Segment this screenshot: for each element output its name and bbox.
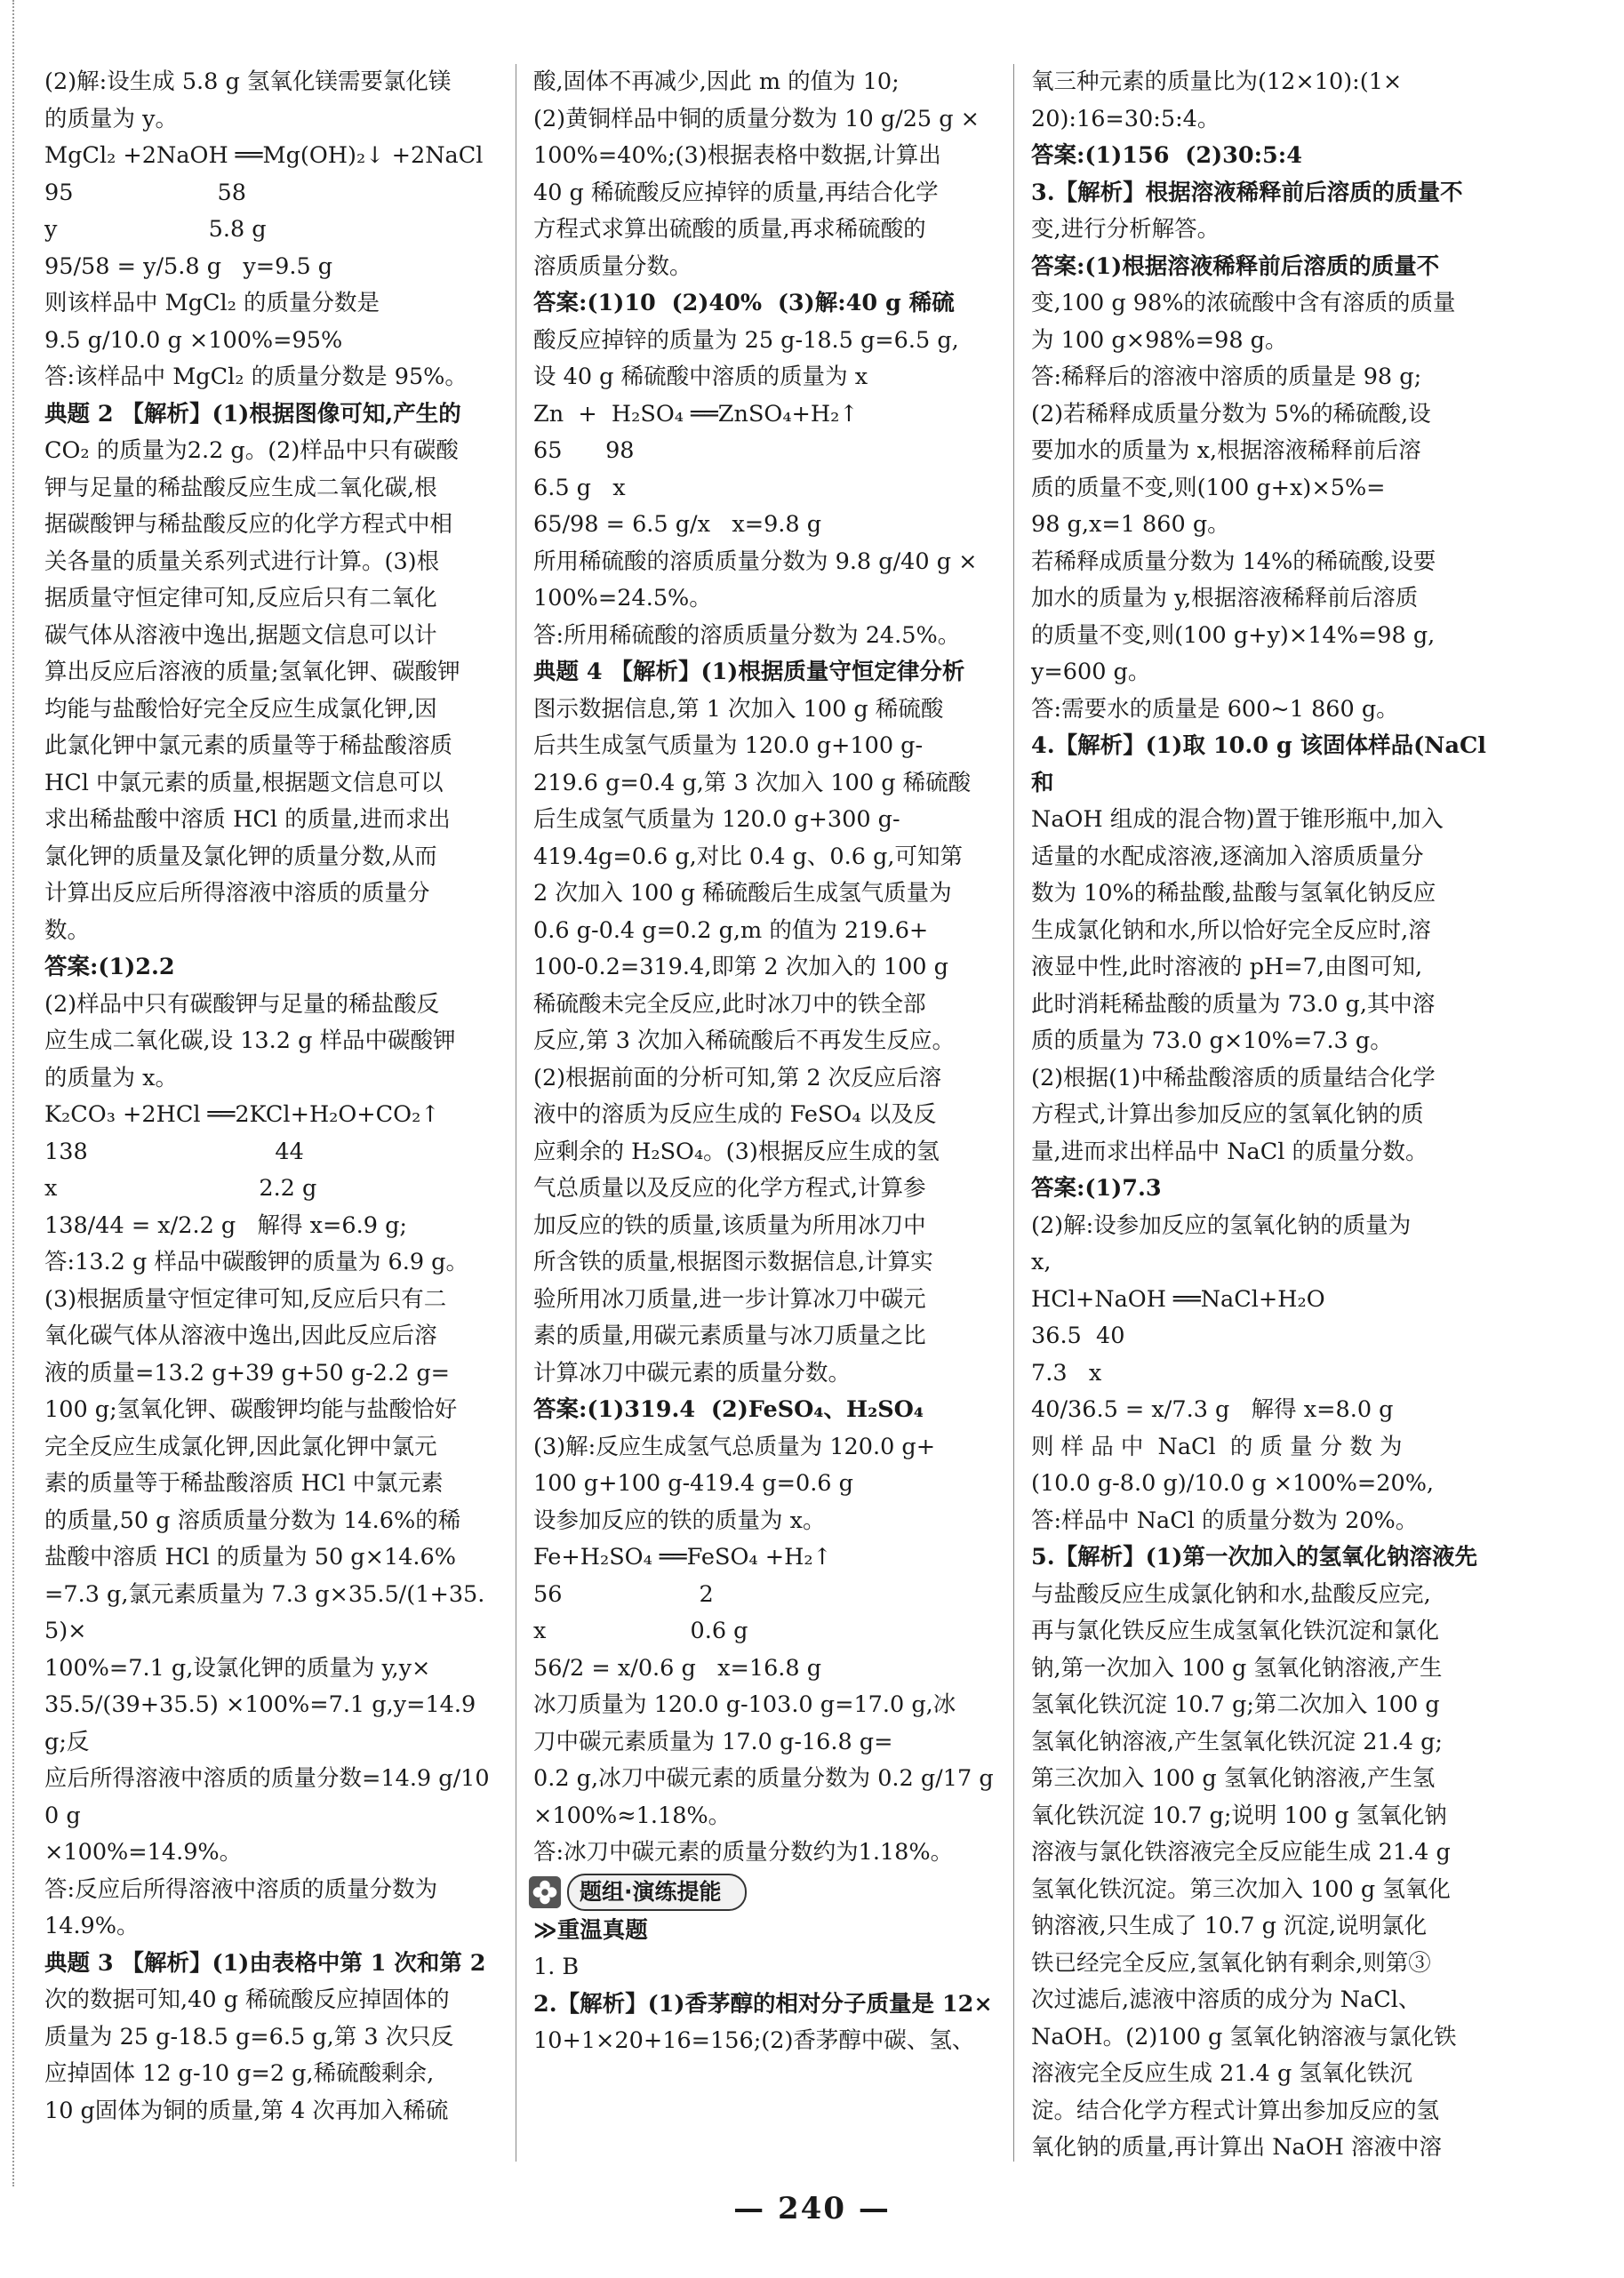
text-line: 的质量,50 g 溶质质量分数为 14.6%的稀 xyxy=(44,1507,461,1534)
text-line: 验所用冰刀质量,进一步计算冰刀中碳元 xyxy=(533,1285,926,1313)
column-right xyxy=(1031,64,1502,2167)
text-line: 答:需要水的质量是 600~1 860 g。 xyxy=(1031,695,1399,723)
text-line: 要加水的质量为 x,根据溶液稀释前后溶 xyxy=(1031,437,1421,464)
page-number: — 240 — xyxy=(733,2191,891,2226)
text-line: x, xyxy=(1031,1249,1052,1275)
text-line: HCl 中氯元素的质量,根据题文信息可以 xyxy=(44,769,444,796)
text-line: ≫重温真题 xyxy=(533,1916,648,1944)
text-line: 氢氧化铁沉淀 10.7 g;第二次加入 100 g xyxy=(1031,1691,1440,1718)
text-line: 钠溶液,只生成了 10.7 g 沉淀,说明氯化 xyxy=(1031,1913,1428,1939)
text-line: 液显中性,此时溶液的 pH=7,由图可知, xyxy=(1031,954,1423,980)
text-line: 液中的溶质为反应生成的 FeSO₄ 以及反 xyxy=(533,1101,937,1128)
text-line: 氧化钠的质量,再计算出 NaOH 溶液中溶 xyxy=(1031,2134,1442,2161)
text-line: 钠,第一次加入 100 g 氢氧化钠溶液,产生 xyxy=(1031,1654,1443,1682)
text-line: (3)解:反应生成氢气总质量为 120.0 g+ xyxy=(533,1433,936,1460)
text-line: x 2.2 g xyxy=(44,1175,317,1202)
text-line: 100%=40%;(3)根据表格中数据,计算出 xyxy=(533,142,941,169)
text-line: 液的质量=13.2 g+39 g+50 g-2.2 g= xyxy=(44,1359,451,1387)
text-line: Fe+H₂SO₄ ══FeSO₄ +H₂↑ xyxy=(533,1544,832,1571)
text-line: (2)黄铜样品中铜的质量分数为 10 g/25 g × xyxy=(533,105,980,132)
text-line: 答:13.2 g 样品中碳酸钾的质量为 6.9 g。 xyxy=(44,1249,468,1275)
text-line: 答:冰刀中碳元素的质量分数约为1.18%。 xyxy=(533,1839,954,1866)
text-line: 98 g,x=1 860 g。 xyxy=(1031,511,1230,538)
binding-edge xyxy=(0,0,14,2186)
text-line: 3.【解析】根据溶液稀释前后溶质的质量不 xyxy=(1031,179,1463,206)
text-line: 气总质量以及反应的化学方程式,计算参 xyxy=(533,1175,926,1202)
text-line: 9.5 g/10.0 g ×100%=95% xyxy=(44,326,343,354)
text-line: 此时消耗稀盐酸的质量为 73.0 g,其中溶 xyxy=(1031,990,1436,1018)
text-line: 答案:(1)319.4 (2)FeSO₄、H₂SO₄ xyxy=(533,1396,924,1423)
text-line: 盐酸中溶质 HCl 的质量为 50 g×14.6% xyxy=(44,1544,456,1571)
text-line: 答案:(1)10 (2)40% (3)解:40 g 稀硫 xyxy=(533,290,955,316)
text-line: 100 g+100 g-419.4 g=0.6 g xyxy=(533,1470,853,1497)
text-line: 后生成氢气质量为 120.0 g+300 g- xyxy=(533,806,900,833)
text-line: 应后所得溶液中溶质的质量分数=14.9 g/100 g xyxy=(44,1765,490,1829)
text-line: 65 98 xyxy=(533,437,635,464)
text-line: (2)解:设生成 5.8 g 氢氧化镁需要氯化镁 xyxy=(44,68,452,95)
text-line: 据碳酸钾与稀盐酸反应的化学方程式中相 xyxy=(44,511,453,538)
text-line: 质的质量为 73.0 g×10%=7.3 g。 xyxy=(1031,1027,1393,1054)
text-line: (2)根据前面的分析可知,第 2 次反应后溶 xyxy=(533,1064,942,1091)
text-line: (2)根据(1)中稀盐酸溶质的质量结合化学 xyxy=(1031,1064,1436,1091)
text-line: 计算冰刀中碳元素的质量分数。 xyxy=(533,1359,852,1387)
text-line: 的质量为 x。 xyxy=(44,1064,178,1091)
text-line: 1. B xyxy=(533,1954,580,1980)
text-line: 若稀释成质量分数为 14%的稀硫酸,设要 xyxy=(1031,548,1436,575)
text-line: 138/44 = x/2.2 g 解得 x=6.9 g; xyxy=(44,1211,407,1239)
text-line: 典题 2 【解析】(1)根据图像可知,产生的 xyxy=(44,400,461,428)
text-line: Zn + H₂SO₄ ══ZnSO₄+H₂↑ xyxy=(533,400,859,428)
text-line: 刀中碳元素质量为 17.0 g-16.8 g= xyxy=(533,1728,893,1755)
text-line: 氧三种元素的质量比为(12×10):(1× xyxy=(1031,68,1403,95)
text-line: 10 g固体为铜的质量,第 4 次再加入稀硫 xyxy=(44,2097,449,2124)
section-heading xyxy=(528,1874,996,1911)
text-line: 氯化钾的质量及氯化钾的质量分数,从而 xyxy=(44,843,437,870)
text-line: ×100%≈1.18%。 xyxy=(533,1802,732,1829)
text-line: 求出稀盐酸中溶质 HCl 的质量,进而求出 xyxy=(44,806,451,833)
text-line: 56 2 xyxy=(533,1580,714,1608)
text-line: 7.3 x xyxy=(1031,1359,1102,1387)
text-line: 0.6 g-0.4 g=0.2 g,m 的值为 219.6+ xyxy=(533,916,929,944)
text-line: 溶液与氯化铁溶液完全反应能生成 21.4 g xyxy=(1031,1839,1451,1866)
flower-icon xyxy=(528,1875,562,1909)
text-line: 与盐酸反应生成氯化钠和水,盐酸反应完, xyxy=(1031,1580,1431,1608)
text-line: 量,进而求出样品中 NaCl 的质量分数。 xyxy=(1031,1138,1428,1165)
column-middle xyxy=(533,64,996,2060)
text-line: 0.2 g,冰刀中碳元素的质量分数为 0.2 g/17 g xyxy=(533,1765,994,1792)
text-line: (2)解:设参加反应的氢氧化钠的质量为 xyxy=(1031,1211,1412,1239)
text-line: 氢氧化钠溶液,产生氢氧化铁沉淀 21.4 g; xyxy=(1031,1728,1444,1755)
text-line: 100-0.2=319.4,即第 2 次加入的 100 g xyxy=(533,954,948,980)
text-line: 变,进行分析解答。 xyxy=(1031,216,1220,243)
text-line: 100%=7.1 g,设氯化钾的质量为 y,y× xyxy=(44,1654,431,1682)
text-line: ×100%=14.9%。 xyxy=(44,1839,243,1866)
text-line: 应剩余的 H₂SO₄。(3)根据反应生成的氢 xyxy=(533,1138,940,1165)
text-line: 算出反应后溶液的质量;氢氧化钾、碳酸钾 xyxy=(44,659,460,685)
text-line: 据质量守恒定律可知,反应后只有二氧化 xyxy=(44,585,437,611)
text-line: 应生成二氧化碳,设 13.2 g 样品中碳酸钾 xyxy=(44,1027,456,1054)
text-line: 适量的水配成溶液,逐滴加入溶质质量分 xyxy=(1031,843,1424,870)
text-line: 反应,第 3 次加入稀硫酸后不再发生反应。 xyxy=(533,1027,956,1054)
text-line: 则该样品中 MgCl₂ 的质量分数是 xyxy=(44,290,380,316)
text-line: 关各量的质量关系列式进行计算。(3)根 xyxy=(44,548,440,575)
text-line: NaOH 组成的混合物)置于锥形瓶中,加入 xyxy=(1031,806,1444,833)
text-line: x 0.6 g xyxy=(533,1618,748,1644)
text-line: 设 40 g 稀硫酸中溶质的质量为 x xyxy=(533,364,868,390)
text-line: 为 100 g×98%=98 g。 xyxy=(1031,326,1288,354)
text-line: 加反应的铁的质量,该质量为所用冰刀中 xyxy=(533,1211,926,1239)
text-line: 答案:(1)2.2 xyxy=(44,954,175,980)
text-line: 65/98 = 6.5 g/x x=9.8 g xyxy=(533,511,822,538)
text-line: 素的质量等于稀盐酸溶质 HCl 中氯元素 xyxy=(44,1470,444,1497)
text-line: 答:反应后所得溶液中溶质的质量分数为 xyxy=(44,1875,438,1903)
text-line: 素的质量,用碳元素质量与冰刀质量之比 xyxy=(533,1323,926,1349)
text-line: 36.5 40 xyxy=(1031,1323,1125,1349)
text-line: MgCl₂ +2NaOH ══Mg(OH)₂↓ +2NaCl xyxy=(44,142,484,169)
text-line: 钾与足量的稀盐酸反应生成二氧化碳,根 xyxy=(44,474,437,501)
text-line: 变,100 g 98%的浓硫酸中含有溶质的质量 xyxy=(1031,290,1456,316)
text-line: 典题 4 【解析】(1)根据质量守恒定律分析 xyxy=(533,659,965,685)
text-line: 铁已经完全反应,氢氧化钠有剩余,则第③ xyxy=(1031,1949,1431,1977)
text-line: 氧化铁沉淀 10.7 g;说明 100 g 氢氧化钠 xyxy=(1031,1802,1447,1829)
text-line: CO₂ 的质量为2.2 g。(2)样品中只有碳酸 xyxy=(44,437,459,464)
text-line: 答:稀释后的溶液中溶质的质量是 98 g; xyxy=(1031,364,1422,390)
text-line: 10+1×20+16=156;(2)香茅醇中碳、氢、 xyxy=(533,2027,975,2054)
text-line: 则 样 品 中 NaCl 的 质 量 分 数 为 xyxy=(1031,1433,1403,1460)
text-line: 答案:(1)7.3 xyxy=(1031,1175,1162,1202)
text-line: 20):16=30:5:4。 xyxy=(1031,105,1220,132)
text-line: 35.5/(39+35.5) ×100%=7.1 g,y=14.9 g;反 xyxy=(44,1691,484,1755)
text-line: 溶液完全反应生成 21.4 g 氢氧化铁沉 xyxy=(1031,2060,1412,2087)
text-line: 次过滤后,滤液中溶质的成分为 NaCl、 xyxy=(1031,1986,1421,2013)
text-line: 419.4g=0.6 g,对比 0.4 g、0.6 g,可知第 xyxy=(533,843,963,870)
text-line: 第三次加入 100 g 氢氧化钠溶液,产生氢 xyxy=(1031,1765,1436,1792)
text-line: 应掉固体 12 g-10 g=2 g,稀硫酸剩余, xyxy=(44,2060,435,2087)
column-left xyxy=(44,64,500,2130)
text-line: (2)样品中只有碳酸钾与足量的稀盐酸反 xyxy=(44,990,440,1018)
text-line: 答案:(1)根据溶液稀释前后溶质的质量不 xyxy=(1031,252,1440,280)
text-line: 均能与盐酸恰好完全反应生成氯化钾,因 xyxy=(44,695,437,723)
text-line: 完全反应生成氯化钾,因此氯化钾中氯元 xyxy=(44,1433,437,1460)
text-line: 4.【解析】(1)取 10.0 g 该固体样品(NaCl 和 xyxy=(1031,732,1494,796)
text-line: K₂CO₃ +2HCl ══2KCl+H₂O+CO₂↑ xyxy=(44,1101,440,1128)
text-line: 答:样品中 NaCl 的质量分数为 20%。 xyxy=(1031,1507,1419,1534)
text-line: 6.5 g x xyxy=(533,474,626,501)
text-line: 设参加反应的铁的质量为 x。 xyxy=(533,1507,826,1534)
text-line: 酸反应掉锌的质量为 25 g-18.5 g=6.5 g, xyxy=(533,326,959,354)
text-line: 此氯化钾中氯元素的质量等于稀盐酸溶质 xyxy=(44,732,453,759)
text-line: 碳气体从溶液中逸出,据题文信息可以计 xyxy=(44,621,437,649)
text-line: 数为 10%的稀盐酸,盐酸与氢氧化钠反应 xyxy=(1031,880,1436,907)
text-line: 方程式,计算出参加反应的氢氧化钠的质 xyxy=(1031,1101,1424,1128)
text-line: 加水的质量为 y,根据溶液稀释前后溶质 xyxy=(1031,585,1419,611)
text-line: 数。 xyxy=(44,916,91,944)
text-line: y 5.8 g xyxy=(44,216,267,243)
text-line: 溶质质量分数。 xyxy=(533,252,692,280)
text-line: (3)根据质量守恒定律可知,反应后只有二 xyxy=(44,1285,447,1313)
text-line: 的质量为 y。 xyxy=(44,105,179,132)
text-line: 方程式求算出硫酸的质量,再求稀硫酸的 xyxy=(533,216,926,243)
text-line: NaOH。(2)100 g 氢氧化钠溶液与氯化铁 xyxy=(1031,2023,1457,2050)
text-line: 95 58 xyxy=(44,179,247,206)
text-line: 酸,固体不再减少,因此 m 的值为 10; xyxy=(533,68,900,95)
text-line: (2)若稀释成质量分数为 5%的稀硫酸,设 xyxy=(1031,400,1431,428)
section-heading-label: 题组·演练提能 xyxy=(567,1874,747,1911)
text-line: 14.9%。 xyxy=(44,1913,140,1939)
text-line: 答:所用稀硫酸的溶质质量分数为 24.5%。 xyxy=(533,621,961,649)
text-line: 2 次加入 100 g 稀硫酸后生成氢气质量为 xyxy=(533,880,952,907)
text-line: 质的质量不变,则(100 g+x)×5%= xyxy=(1031,474,1386,501)
text-line: 5.【解析】(1)第一次加入的氢氧化钠溶液先 xyxy=(1031,1544,1477,1571)
text-line: 答案:(1)156 (2)30:5:4 xyxy=(1031,142,1302,169)
text-line: 生成氯化钠和水,所以恰好完全反应时,溶 xyxy=(1031,916,1431,944)
text-line: 40 g 稀硫酸反应掉锌的质量,再结合化学 xyxy=(533,179,939,206)
text-line: (10.0 g-8.0 g)/10.0 g ×100%=20%, xyxy=(1031,1470,1435,1497)
text-line: 100%=24.5%。 xyxy=(533,585,712,611)
text-line: 淀。结合化学方程式计算出参加反应的氢 xyxy=(1031,2097,1440,2124)
text-line: 冰刀质量为 120.0 g-103.0 g=17.0 g,冰 xyxy=(533,1691,956,1718)
text-line: 所含铁的质量,根据图示数据信息,计算实 xyxy=(533,1249,933,1275)
text-line: y=600 g。 xyxy=(1031,659,1151,685)
text-line: 答:该样品中 MgCl₂ 的质量分数是 95%。 xyxy=(44,364,468,390)
text-line: 次的数据可知,40 g 稀硫酸反应掉固体的 xyxy=(44,1986,450,2013)
text-line: 2.【解析】(1)香茅醇的相对分子质量是 12× xyxy=(533,1990,993,2018)
text-line: 氧化碳气体从溶液中逸出,因此反应后溶 xyxy=(44,1323,437,1349)
text-line: 氢氧化铁沉淀。第三次加入 100 g 氢氧化 xyxy=(1031,1875,1451,1903)
text-line: 100 g;氢氧化钾、碳酸钾均能与盐酸恰好 xyxy=(44,1396,458,1423)
text-line: 56/2 = x/0.6 g x=16.8 g xyxy=(533,1654,822,1682)
text-line: 计算出反应后所得溶液中溶质的质量分 xyxy=(44,880,430,907)
text-line: 典题 3 【解析】(1)由表格中第 1 次和第 2 xyxy=(44,1949,486,1977)
text-line: HCl+NaOH ══NaCl+H₂O xyxy=(1031,1285,1325,1313)
text-line: 稀硫酸未完全反应,此时冰刀中的铁全部 xyxy=(533,990,926,1018)
column-divider xyxy=(1013,64,1014,2162)
text-line: 219.6 g=0.4 g,第 3 次加入 100 g 稀硫酸 xyxy=(533,769,972,796)
text-line: 后共生成氢气质量为 120.0 g+100 g- xyxy=(533,732,924,759)
text-line: 图示数据信息,第 1 次加入 100 g 稀硫酸 xyxy=(533,695,944,723)
text-line: 40/36.5 = x/7.3 g 解得 x=8.0 g xyxy=(1031,1396,1394,1423)
text-line: 95/58 = y/5.8 g y=9.5 g xyxy=(44,252,333,280)
text-line: 质量为 25 g-18.5 g=6.5 g,第 3 次只反 xyxy=(44,2023,454,2050)
text-line: 所用稀硫酸的溶质质量分数为 9.8 g/40 g × xyxy=(533,548,978,575)
text-line: 的质量不变,则(100 g+y)×14%=98 g, xyxy=(1031,621,1436,649)
text-line: 138 44 xyxy=(44,1138,304,1165)
text-line: 再与氯化铁反应生成氢氧化铁沉淀和氯化 xyxy=(1031,1618,1440,1644)
text-line: =7.3 g,氯元素质量为 7.3 g×35.5/(1+35.5)× xyxy=(44,1580,485,1644)
